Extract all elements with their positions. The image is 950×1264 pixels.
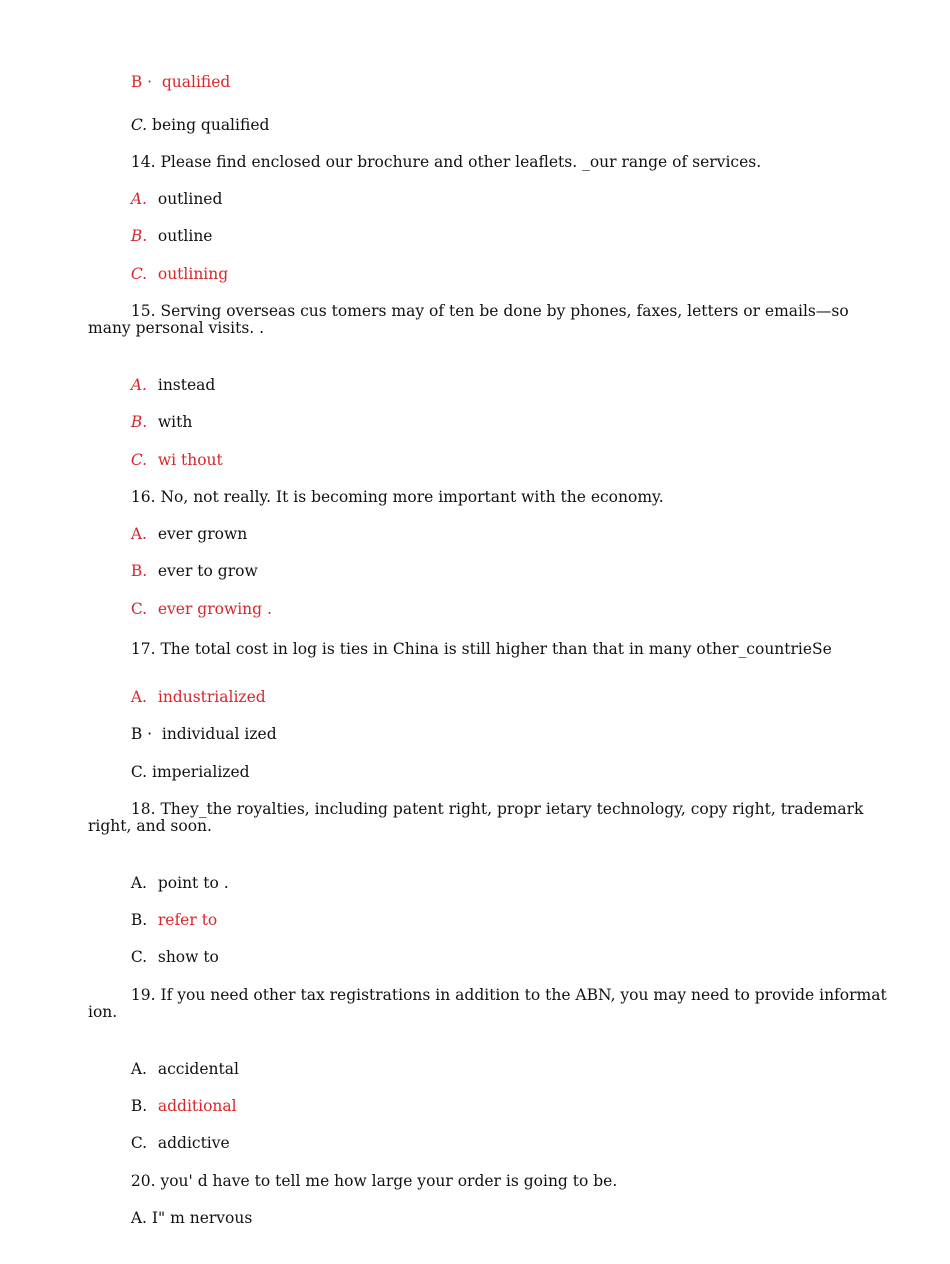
question-19 <box>121 965 887 1005</box>
option-15c <box>121 430 223 470</box>
question-text: Serving overseas cus tomers may of ten be done by phones, faxes, letters or emails—so <box>160 302 849 320</box>
option-17b <box>121 704 277 744</box>
option-letter: B. <box>130 911 148 929</box>
question-text: They_the royalties, including patent right, propr ietary technology, copy right, trademark <box>160 800 864 818</box>
question-19-continuation: ion. <box>88 1003 118 1021</box>
option-17a <box>121 667 266 707</box>
option-letter: B · <box>130 73 153 91</box>
option-text: ever grown <box>157 525 248 543</box>
question-18-continuation: right, and soon. <box>88 817 212 835</box>
question-text: you' d have to tell me how large your order is going to be. <box>160 1172 618 1190</box>
question-14 <box>121 132 761 172</box>
option-text: accidental <box>157 1060 239 1078</box>
option-15b <box>121 392 192 432</box>
option-text: ever growing . <box>157 600 272 618</box>
option-13c <box>121 95 269 135</box>
option-text: instead <box>157 376 216 394</box>
option-text: refer to <box>157 911 218 929</box>
option-20a <box>121 1188 252 1228</box>
option-14b <box>121 206 212 246</box>
question-number: 19. <box>130 986 156 1004</box>
option-text: being qualified <box>152 116 270 134</box>
option-16b <box>121 541 258 581</box>
option-19a <box>121 1039 239 1079</box>
option-letter: C. <box>130 451 148 469</box>
option-19b <box>121 1076 237 1116</box>
option-text: individual ized <box>161 725 277 743</box>
question-17 <box>121 619 832 659</box>
option-text: additional <box>157 1097 237 1115</box>
option-text: wi thout <box>157 451 223 469</box>
option-19c <box>121 1113 230 1153</box>
question-number: 16. <box>130 488 156 506</box>
option-text: point to . <box>157 874 229 892</box>
question-number: 14. <box>130 153 156 171</box>
question-number: 15. <box>130 302 156 320</box>
option-letter: A. <box>130 688 147 706</box>
option-letter: A. <box>130 376 147 394</box>
option-17c <box>121 742 250 782</box>
option-18a <box>121 853 229 893</box>
option-letter: C. <box>130 116 148 134</box>
question-20 <box>121 1151 617 1191</box>
option-18c <box>121 927 219 967</box>
option-letter: A. <box>130 525 147 543</box>
option-letter: C. <box>130 763 148 781</box>
question-18 <box>121 779 863 819</box>
option-text: show to <box>157 948 219 966</box>
option-letter: B · <box>130 725 153 743</box>
option-text: outlining <box>157 265 229 283</box>
option-letter: C. <box>130 265 148 283</box>
question-text: Please find enclosed our brochure and other leaflets. _our range of services. <box>160 153 762 171</box>
option-text: ever to grow <box>157 562 258 580</box>
option-16a <box>121 504 247 544</box>
question-text: The total cost in log is ties in China is still higher than that in many other_countrieSe <box>160 640 832 658</box>
option-letter: C. <box>130 1134 148 1152</box>
question-15-continuation: many personal visits. . <box>88 319 265 337</box>
option-16c <box>121 579 272 619</box>
option-text: imperialized <box>152 763 250 781</box>
option-letter: A. <box>130 190 147 208</box>
option-letter: A. <box>130 874 147 892</box>
option-14c <box>121 244 228 284</box>
question-number: 20. <box>130 1172 156 1190</box>
option-text: addictive <box>157 1134 230 1152</box>
option-letter: A. <box>130 1060 147 1078</box>
question-number: 18. <box>130 800 156 818</box>
question-15 <box>121 281 849 321</box>
option-letter: A. <box>130 1209 147 1227</box>
option-letter: C. <box>130 600 148 618</box>
option-text: industrialized <box>157 688 266 706</box>
question-number: 17. <box>130 640 156 658</box>
option-text: outline <box>157 227 213 245</box>
option-18b <box>121 890 217 930</box>
option-15a <box>121 355 215 395</box>
option-13b <box>121 52 230 92</box>
option-text: with <box>157 413 193 431</box>
option-letter: B. <box>130 562 148 580</box>
option-letter: B. <box>130 227 148 245</box>
option-letter: C. <box>130 948 148 966</box>
question-16 <box>121 467 664 507</box>
option-14a <box>121 169 222 209</box>
option-letter: B. <box>130 1097 148 1115</box>
option-text: I" m nervous <box>151 1209 253 1227</box>
option-letter: B. <box>130 413 148 431</box>
option-text: outlined <box>157 190 223 208</box>
option-text: qualified <box>161 73 231 91</box>
question-text: No, not really. It is becoming more important with the economy. <box>160 488 664 506</box>
question-text: If you need other tax registrations in addition to the ABN, you may need to provide informat <box>160 986 887 1004</box>
